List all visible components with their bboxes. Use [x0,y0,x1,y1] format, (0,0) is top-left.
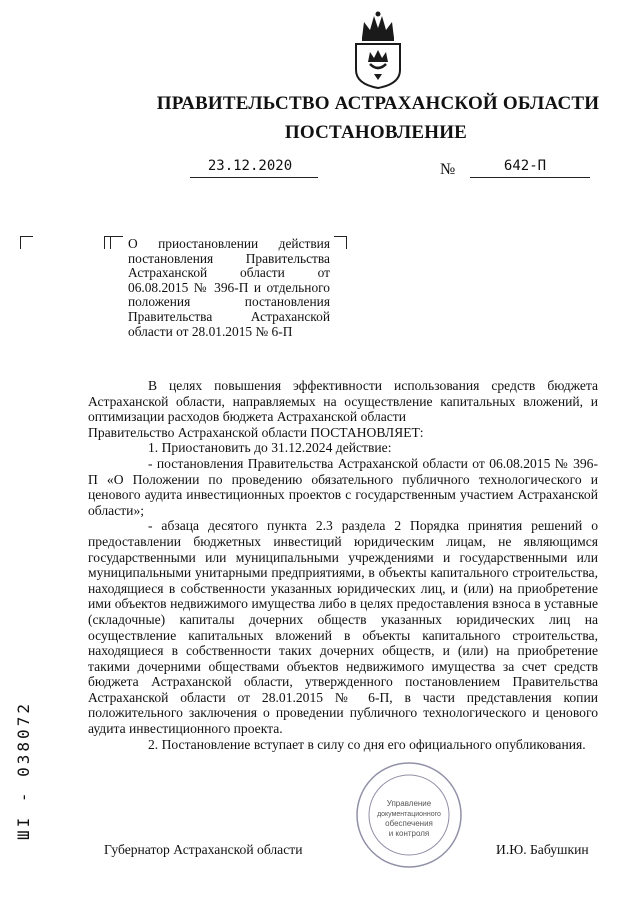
document-subject: О приостановлении действия постановления Правительства Астраханской области от 06.08.2015 № 396-П и отдельного положения постановления Правительства Астраханской области от 28.01.2015 № 6-П [128,236,330,339]
corner-mark-subject-left-inner [110,236,123,249]
document-body [88,378,598,752]
document-type-heading: ПОСТАНОВЛЕНИЕ [284,122,468,143]
document-date: 23.12.2020 [207,158,293,174]
body-paragraph-subitem-2: - абзаца десятого пункта 2.3 раздела 2 Порядка принятия решений о предоставлении бюджетных инвестиций юридическим лицам, не являющимся государственными или муниципальными учреждениями и государственными или муниципальными унитарными предприятиями, в объекты капитального строительства, находящиеся в собственности указанных юридических лиц, и (или) на приобретение ими объектов недвижимого имущества либо в целях предоставления взноса в уставные (складочные) капиталы дочерних обществ указанных юридических лиц на осуществление капитальных вложений в объекты капитального строительства, находящиеся в собственности таких дочерних обществ, и (или) на приобретение такими дочерними обществами объектов недвижимого имущества за счет средств бюджета Астраханской области, утвержденного постановлением Правительства Астраханской области от 28.01.2015 № 6-П, в части представления копии положительного заключения о проведении публичного технологического и ценового аудита инвестиционного проекта. [88,518,598,737]
stamp-line-3: обеспечения [385,819,433,828]
number-sign: № [440,161,456,178]
org-title: ПРАВИТЕЛЬСТВО АСТРАХАНСКОЙ ОБЛАСТИ [156,93,600,114]
official-stamp [354,760,464,870]
body-paragraph-resolves: Правительство Астраханской области ПОСТАНОВЛЯЕТ: [88,424,424,440]
document-number: 642-П [503,158,547,174]
stamp-line-4: и контроля [388,829,430,838]
body-paragraph-subitem-1: - постановления Правительства Астраханской области от 06.08.2015 № 396-П «О Положении по проведению обязательного публичного технологического и ценового аудита инвестиционных проектов с государственным участием Астраханской области»; [88,455,598,518]
corner-mark-subject-right [334,236,347,249]
signatory-title: Губернатор Астраханской области [104,842,303,857]
body-paragraph-preamble: В целях повышения эффективности использования средств бюджета Астраханской области, направляемых на осуществление капитальных вложений, и оптимизации расходов бюджета Астраханской области [88,378,598,425]
coat-of-arms-emblem [352,8,404,90]
stamp-line-1: Управление [386,799,432,808]
signatory-name: И.Ю. Бабушкин [496,842,589,857]
side-registration-code: ШI - 038072 [14,701,33,840]
body-paragraph-item-2: 2. Постановление вступает в силу со дня его официального опубликования. [148,736,586,752]
stamp-line-2: документационного [377,811,441,818]
body-paragraph-item-1: 1. Приостановить до 31.12.2024 действие: [148,440,392,456]
corner-mark-left [20,236,33,249]
number-underline [470,177,590,178]
date-underline [190,177,318,178]
